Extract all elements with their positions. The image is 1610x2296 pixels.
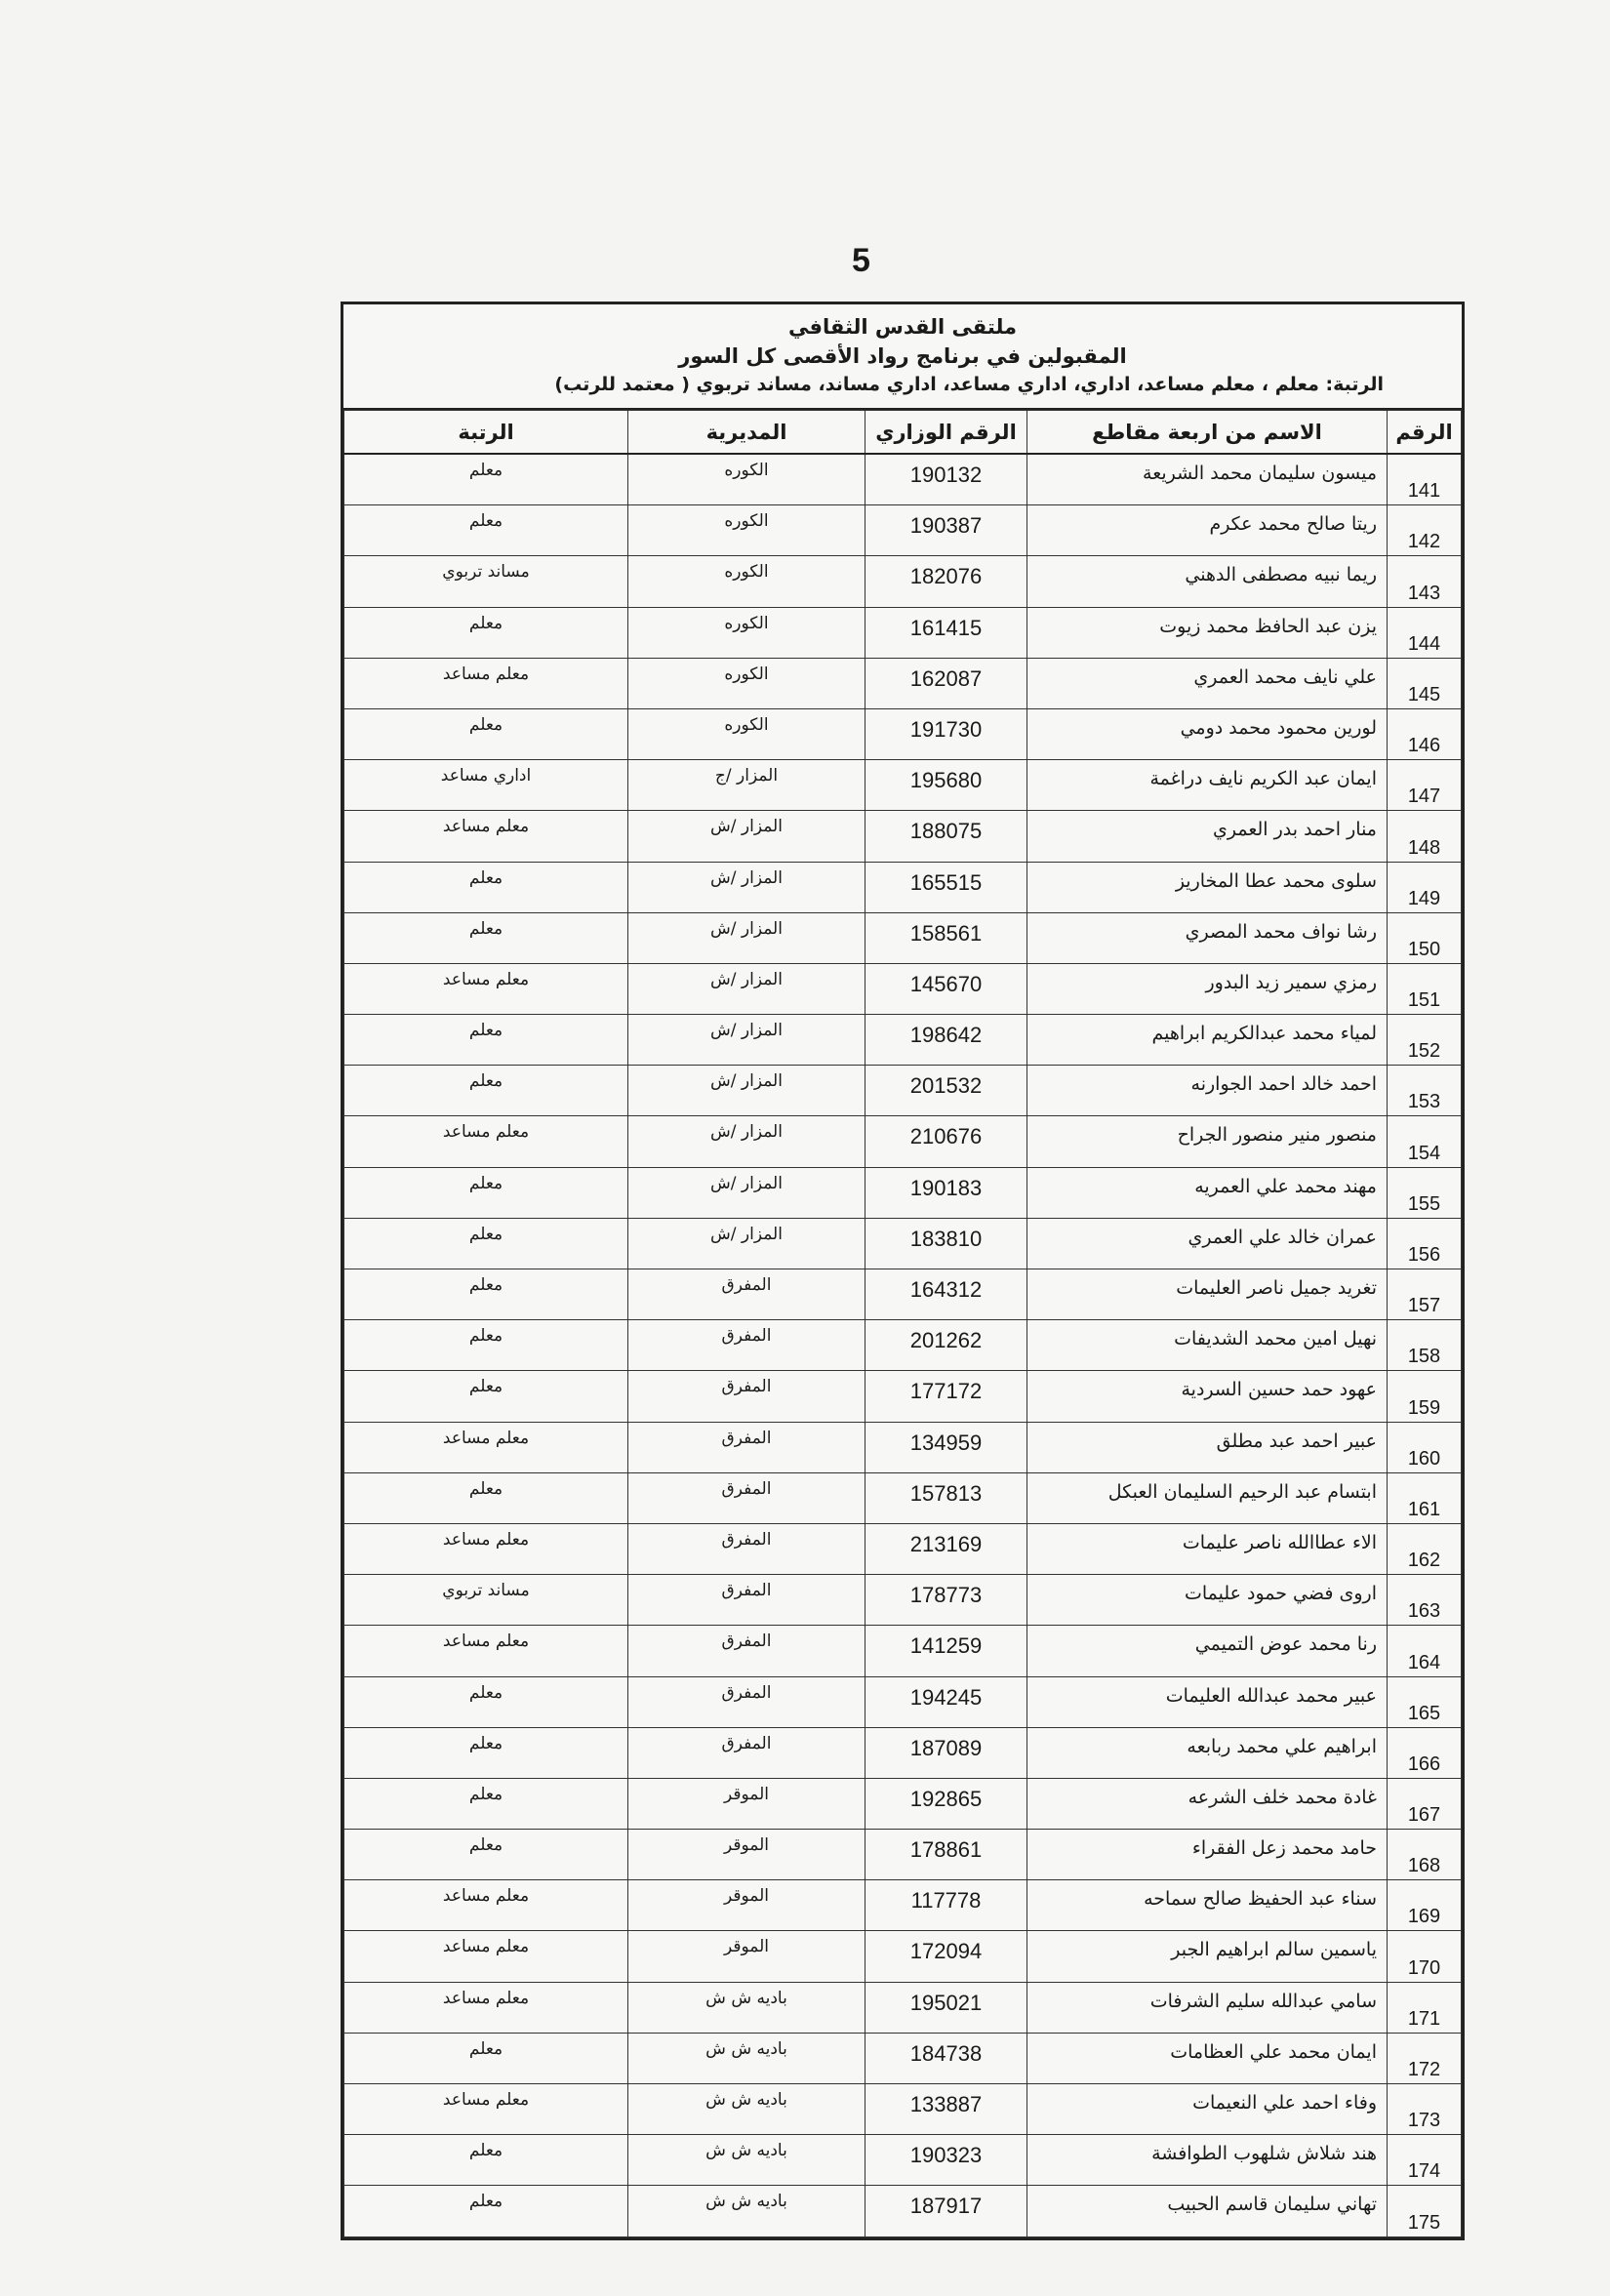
directorate-cell: المفرق <box>628 1269 865 1320</box>
ministry-number-cell: 192865 <box>865 1778 1027 1829</box>
person-name-cell: ابراهيم علي محمد ربابعه <box>1027 1727 1388 1778</box>
row-number-cell: 150 <box>1388 912 1462 963</box>
person-name-cell: وفاء احمد علي النعيمات <box>1027 2084 1388 2135</box>
person-name-cell: ريما نبيه مصطفى الدهني <box>1027 556 1388 607</box>
ministry-number-cell: 190323 <box>865 2135 1027 2186</box>
directorate-cell: المزار /ش <box>628 1015 865 1066</box>
ministry-number-cell: 201532 <box>865 1066 1027 1116</box>
row-number-cell: 161 <box>1388 1472 1462 1523</box>
directorate-cell: المزار /ج <box>628 760 865 811</box>
rank-cell: معلم <box>344 2135 628 2186</box>
table-row <box>344 963 1462 1014</box>
row-number-cell: 165 <box>1388 1676 1462 1727</box>
directorate-cell: المفرق <box>628 1727 865 1778</box>
rank-cell: معلم <box>344 1015 628 1066</box>
row-number-cell: 170 <box>1388 1931 1462 1982</box>
row-number-cell: 157 <box>1388 1269 1462 1320</box>
rank-cell: معلم <box>344 1066 628 1116</box>
table-row <box>344 811 1462 862</box>
person-name-cell: ريتا صالح محمد عكرم <box>1027 505 1388 556</box>
row-number-cell: 156 <box>1388 1218 1462 1269</box>
row-number-cell: 173 <box>1388 2084 1462 2135</box>
rank-cell: معلم <box>344 1830 628 1880</box>
rank-cell: معلم <box>344 2186 628 2236</box>
ministry-number-cell: 165515 <box>865 862 1027 912</box>
person-name-cell: لمياء محمد عبدالكريم ابراهيم <box>1027 1015 1388 1066</box>
ministry-number-cell: 213169 <box>865 1523 1027 1574</box>
directorate-cell: باديه ش ش <box>628 2033 865 2083</box>
rank-cell: معلم <box>344 1727 628 1778</box>
rank-cell: مساند تربوي <box>344 1575 628 1626</box>
directorate-cell: المزار /ش <box>628 1167 865 1218</box>
page-number: 5 <box>852 242 870 279</box>
person-name-cell: عهود حمد حسين السردية <box>1027 1371 1388 1422</box>
directorate-cell: الكوره <box>628 556 865 607</box>
row-number-cell: 169 <box>1388 1880 1462 1931</box>
directorate-cell: المفرق <box>628 1676 865 1727</box>
table-row <box>344 1015 1462 1066</box>
row-number-cell: 153 <box>1388 1066 1462 1116</box>
rank-cell: معلم مساعد <box>344 1931 628 1982</box>
directorate-cell: المفرق <box>628 1626 865 1676</box>
row-number-cell: 148 <box>1388 811 1462 862</box>
directorate-cell: المفرق <box>628 1575 865 1626</box>
person-name-cell: عبير احمد عبد مطلق <box>1027 1422 1388 1472</box>
directorate-cell: باديه ش ش <box>628 2135 865 2186</box>
person-name-cell: تغريد جميل ناصر العليمات <box>1027 1269 1388 1320</box>
table-row <box>344 2033 1462 2083</box>
directorate-cell: الكوره <box>628 607 865 658</box>
rank-cell: معلم <box>344 1218 628 1269</box>
rank-cell: معلم مساعد <box>344 1880 628 1931</box>
ministry-number-cell: 161415 <box>865 607 1027 658</box>
ministry-number-cell: 183810 <box>865 1218 1027 1269</box>
row-number-cell: 143 <box>1388 556 1462 607</box>
rank-cell: معلم <box>344 862 628 912</box>
table-row <box>344 1167 1462 1218</box>
directorate-cell: المزار /ش <box>628 862 865 912</box>
person-name-cell: سناء عبد الحفيظ صالح سماحه <box>1027 1880 1388 1931</box>
rank-cell: معلم <box>344 1371 628 1422</box>
directorate-cell: المزار /ش <box>628 1116 865 1167</box>
directorate-cell: الموقر <box>628 1931 865 1982</box>
ministry-number-cell: 178773 <box>865 1575 1027 1626</box>
ministry-number-cell: 190387 <box>865 505 1027 556</box>
person-name-cell: حامد محمد زعل الفقراء <box>1027 1830 1388 1880</box>
ministry-number-cell: 191730 <box>865 708 1027 759</box>
person-name-cell: احمد خالد احمد الجوارنه <box>1027 1066 1388 1116</box>
rank-cell: معلم <box>344 1676 628 1727</box>
directorate-cell: المزار /ش <box>628 1066 865 1116</box>
directorate-cell: المفرق <box>628 1371 865 1422</box>
person-name-cell: رنا محمد عوض التميمي <box>1027 1626 1388 1676</box>
person-name-cell: ايمان محمد علي العظامات <box>1027 2033 1388 2083</box>
table-row <box>344 1982 1462 2033</box>
table-row <box>344 1931 1462 1982</box>
row-number-cell: 141 <box>1388 454 1462 505</box>
column-header-directorate: المديرية <box>628 411 865 455</box>
row-number-cell: 149 <box>1388 862 1462 912</box>
ministry-number-cell: 157813 <box>865 1472 1027 1523</box>
table-row <box>344 1066 1462 1116</box>
table-row <box>344 1269 1462 1320</box>
row-number-cell: 175 <box>1388 2186 1462 2236</box>
ministry-number-cell: 117778 <box>865 1880 1027 1931</box>
row-number-cell: 174 <box>1388 2135 1462 2186</box>
table-row <box>344 760 1462 811</box>
rank-cell: اداري مساعد <box>344 760 628 811</box>
directorate-cell: الموقر <box>628 1830 865 1880</box>
ministry-number-cell: 195021 <box>865 1982 1027 2033</box>
row-number-cell: 142 <box>1388 505 1462 556</box>
person-name-cell: الاء عطاالله ناصر عليمات <box>1027 1523 1388 1574</box>
accepted-list-sheet <box>341 302 1465 2240</box>
table-row <box>344 454 1462 505</box>
row-number-cell: 145 <box>1388 658 1462 708</box>
person-name-cell: تهاني سليمان قاسم الحبيب <box>1027 2186 1388 2236</box>
rank-cell: معلم مساعد <box>344 1523 628 1574</box>
person-name-cell: نهيل امين محمد الشديفات <box>1027 1320 1388 1371</box>
person-name-cell: عبير محمد عبدالله العليمات <box>1027 1676 1388 1727</box>
rank-cell: معلم <box>344 1320 628 1371</box>
ministry-number-cell: 134959 <box>865 1422 1027 1472</box>
directorate-cell: الكوره <box>628 454 865 505</box>
program-title: المقبولين في برنامج رواد الأقصى كل السور <box>678 344 1127 369</box>
table-row <box>344 1422 1462 1472</box>
directorate-cell: الموقر <box>628 1880 865 1931</box>
rank-cell: معلم مساعد <box>344 1626 628 1676</box>
table-row <box>344 1778 1462 1829</box>
row-number-cell: 167 <box>1388 1778 1462 1829</box>
ministry-number-cell: 162087 <box>865 658 1027 708</box>
directorate-cell: المفرق <box>628 1320 865 1371</box>
table-row <box>344 1830 1462 1880</box>
person-name-cell: اروى فضي حمود عليمات <box>1027 1575 1388 1626</box>
row-number-cell: 151 <box>1388 963 1462 1014</box>
rank-cell: معلم مساعد <box>344 1116 628 1167</box>
directorate-cell: المزار /ش <box>628 912 865 963</box>
row-number-cell: 158 <box>1388 1320 1462 1371</box>
directorate-cell: باديه ش ش <box>628 1982 865 2033</box>
directorate-cell: المزار /ش <box>628 811 865 862</box>
table-header-row <box>344 411 1462 455</box>
ministry-number-cell: 187917 <box>865 2186 1027 2236</box>
table-row <box>344 1116 1462 1167</box>
row-number-cell: 144 <box>1388 607 1462 658</box>
row-number-cell: 160 <box>1388 1422 1462 1472</box>
ministry-number-cell: 141259 <box>865 1626 1027 1676</box>
rank-cell: معلم <box>344 1778 628 1829</box>
directorate-cell: المفرق <box>628 1472 865 1523</box>
table-row <box>344 556 1462 607</box>
person-name-cell: منار احمد بدر العمري <box>1027 811 1388 862</box>
row-number-cell: 147 <box>1388 760 1462 811</box>
table-row <box>344 1523 1462 1574</box>
row-number-cell: 162 <box>1388 1523 1462 1574</box>
row-number-cell: 155 <box>1388 1167 1462 1218</box>
ministry-number-cell: 201262 <box>865 1320 1027 1371</box>
accepted-table <box>343 410 1462 2237</box>
rank-cell: معلم <box>344 1167 628 1218</box>
list-header <box>343 304 1462 410</box>
rank-cell: معلم <box>344 607 628 658</box>
row-number-cell: 168 <box>1388 1830 1462 1880</box>
ministry-number-cell: 184738 <box>865 2033 1027 2083</box>
rank-cell: مساند تربوي <box>344 556 628 607</box>
ministry-number-cell: 178861 <box>865 1830 1027 1880</box>
table-row <box>344 1320 1462 1371</box>
person-name-cell: يزن عبد الحافظ محمد زيوت <box>1027 607 1388 658</box>
person-name-cell: عمران خالد علي العمري <box>1027 1218 1388 1269</box>
directorate-cell: المفرق <box>628 1422 865 1472</box>
directorate-cell: المزار /ش <box>628 1218 865 1269</box>
rank-cell: معلم <box>344 2033 628 2083</box>
person-name-cell: ابتسام عبد الرحيم السليمان العبكل <box>1027 1472 1388 1523</box>
directorate-cell: الكوره <box>628 658 865 708</box>
directorate-cell: الكوره <box>628 708 865 759</box>
rank-cell: معلم مساعد <box>344 658 628 708</box>
rank-cell: معلم <box>344 1472 628 1523</box>
ministry-number-cell: 190183 <box>865 1167 1027 1218</box>
table-row <box>344 2084 1462 2135</box>
rank-cell: معلم مساعد <box>344 1982 628 2033</box>
person-name-cell: سلوى محمد عطا المخاريز <box>1027 862 1388 912</box>
ministry-number-cell: 145670 <box>865 963 1027 1014</box>
table-row <box>344 912 1462 963</box>
table-row <box>344 1727 1462 1778</box>
table-row <box>344 1472 1462 1523</box>
row-number-cell: 171 <box>1388 1982 1462 2033</box>
table-row <box>344 1626 1462 1676</box>
rank-cell: معلم <box>344 708 628 759</box>
table-row <box>344 862 1462 912</box>
ministry-number-cell: 182076 <box>865 556 1027 607</box>
table-row <box>344 607 1462 658</box>
rank-cell: معلم <box>344 1269 628 1320</box>
ministry-number-cell: 172094 <box>865 1931 1027 1982</box>
column-header-num: الرقم <box>1388 411 1462 455</box>
table-row <box>344 1371 1462 1422</box>
table-row <box>344 708 1462 759</box>
ministry-number-cell: 177172 <box>865 1371 1027 1422</box>
ministry-number-cell: 188075 <box>865 811 1027 862</box>
person-name-cell: منصور منير منصور الجراح <box>1027 1116 1388 1167</box>
person-name-cell: رمزي سمير زيد البدور <box>1027 963 1388 1014</box>
ministry-number-cell: 187089 <box>865 1727 1027 1778</box>
ministry-number-cell: 210676 <box>865 1116 1027 1167</box>
row-number-cell: 163 <box>1388 1575 1462 1626</box>
person-name-cell: مهند محمد علي العمريه <box>1027 1167 1388 1218</box>
person-name-cell: غادة محمد خلف الشرعه <box>1027 1778 1388 1829</box>
rank-cell: معلم مساعد <box>344 2084 628 2135</box>
person-name-cell: هند شلاش شلهوب الطوافشة <box>1027 2135 1388 2186</box>
rank-cell: معلم <box>344 912 628 963</box>
table-row <box>344 505 1462 556</box>
rank-cell: معلم مساعد <box>344 963 628 1014</box>
table-body <box>344 454 1462 2236</box>
ministry-number-cell: 195680 <box>865 760 1027 811</box>
ministry-number-cell: 194245 <box>865 1676 1027 1727</box>
rank-cell: معلم <box>344 505 628 556</box>
row-number-cell: 166 <box>1388 1727 1462 1778</box>
person-name-cell: سامي عبدالله سليم الشرفات <box>1027 1982 1388 2033</box>
ministry-number-cell: 198642 <box>865 1015 1027 1066</box>
ministry-number-cell: 158561 <box>865 912 1027 963</box>
person-name-cell: ايمان عبد الكريم نايف دراغمة <box>1027 760 1388 811</box>
person-name-cell: ياسمين سالم ابراهيم الجبر <box>1027 1931 1388 1982</box>
row-number-cell: 164 <box>1388 1626 1462 1676</box>
directorate-cell: باديه ش ش <box>628 2084 865 2135</box>
organization-title: ملتقى القدس الثقافي <box>787 315 1018 339</box>
table-row <box>344 658 1462 708</box>
table-row <box>344 2186 1462 2236</box>
row-number-cell: 172 <box>1388 2033 1462 2083</box>
directorate-cell: الموقر <box>628 1778 865 1829</box>
rank-description: الرتبة: معلم ، معلم مساعد، اداري، اداري مساعد، اداري مساند، مساند تربوي ( معتمد للرتب) <box>554 373 1384 395</box>
column-header-id: الرقم الوزاري <box>865 411 1027 455</box>
ministry-number-cell: 190132 <box>865 454 1027 505</box>
row-number-cell: 152 <box>1388 1015 1462 1066</box>
table-row <box>344 2135 1462 2186</box>
column-header-name: الاسم من اربعة مقاطع <box>1027 411 1388 455</box>
row-number-cell: 159 <box>1388 1371 1462 1422</box>
person-name-cell: رشا نواف محمد المصري <box>1027 912 1388 963</box>
person-name-cell: ميسون سليمان محمد الشريعة <box>1027 454 1388 505</box>
ministry-number-cell: 164312 <box>865 1269 1027 1320</box>
person-name-cell: لورين محمود محمد دومي <box>1027 708 1388 759</box>
rank-cell: معلم مساعد <box>344 811 628 862</box>
ministry-number-cell: 133887 <box>865 2084 1027 2135</box>
directorate-cell: المفرق <box>628 1523 865 1574</box>
table-row <box>344 1218 1462 1269</box>
column-header-rank: الرتبة <box>344 411 628 455</box>
table-row <box>344 1880 1462 1931</box>
rank-cell: معلم <box>344 454 628 505</box>
directorate-cell: باديه ش ش <box>628 2186 865 2236</box>
table-row <box>344 1575 1462 1626</box>
directorate-cell: الكوره <box>628 505 865 556</box>
row-number-cell: 154 <box>1388 1116 1462 1167</box>
rank-cell: معلم مساعد <box>344 1422 628 1472</box>
table-row <box>344 1676 1462 1727</box>
directorate-cell: المزار /ش <box>628 963 865 1014</box>
row-number-cell: 146 <box>1388 708 1462 759</box>
person-name-cell: علي نايف محمد العمري <box>1027 658 1388 708</box>
